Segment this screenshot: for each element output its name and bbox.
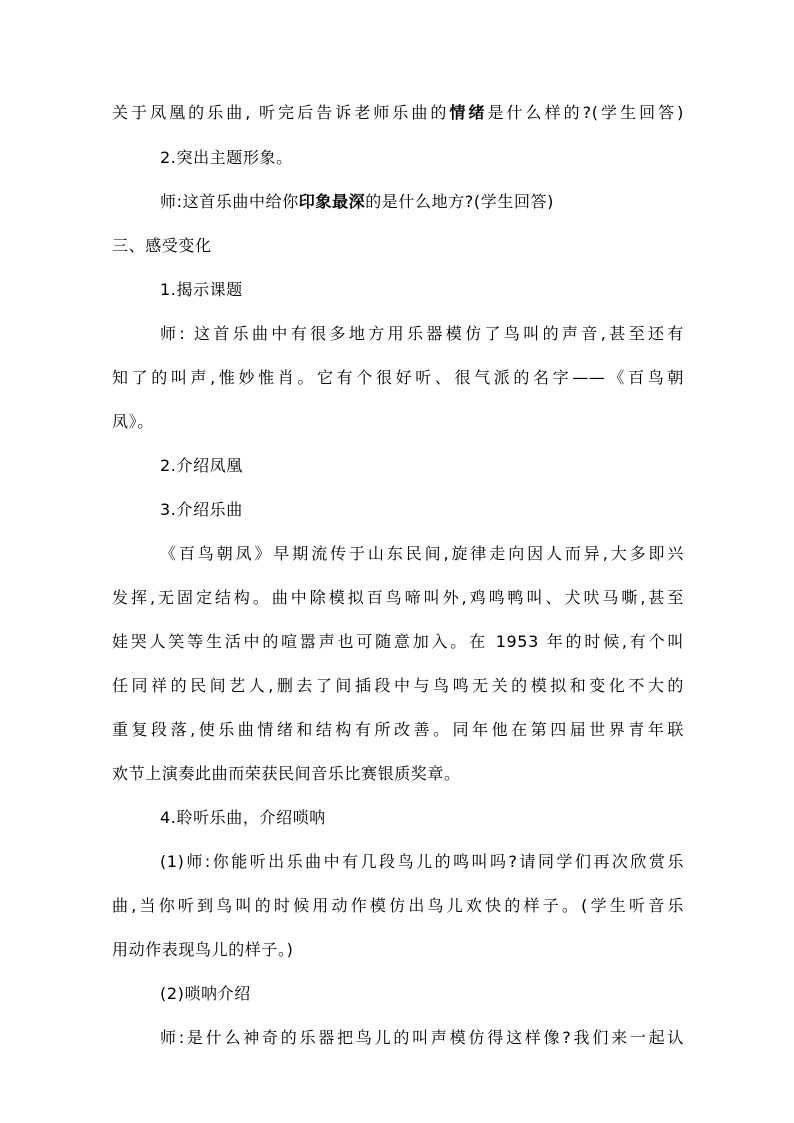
subheading: 3.介绍乐曲 <box>160 500 243 519</box>
subheading: 2.介绍凤凰 <box>160 456 243 475</box>
paragraph-line: 师: 这首乐曲中有很多地方用乐器模仿了鸟叫的声音,甚至还有 <box>160 324 684 343</box>
paragraph-line: 发挥,无固定结构。曲中除模拟百鸟啼叫外,鸡鸣鸭叫、犬吠马嘶,甚至 <box>112 588 684 607</box>
paragraph-line: 知了的叫声,惟妙惟肖。它有个很好听、很气派的名字——《百鸟朝 <box>112 368 684 387</box>
subheading: (2)唢呐介绍 <box>160 984 251 1003</box>
paragraph-line: 关于凤凰的乐曲, 听完后告诉老师乐曲的情绪是什么样的?(学生回答) <box>112 103 685 122</box>
subheading: 1.揭示课题 <box>160 280 243 299</box>
paragraph-line: 用动作表现鸟儿的样子。) <box>112 940 294 959</box>
paragraph-line: (1)师:你能听出乐曲中有几段鸟儿的鸣叫吗?请同学们再次欣赏乐 <box>160 852 684 871</box>
bold-text: 情绪 <box>449 103 488 122</box>
bold-text: 印象最深 <box>298 192 366 211</box>
paragraph-line: 娃哭人笑等生活中的喧嚣声也可随意加入。在 1953 年的时候,有个叫 <box>112 632 684 651</box>
paragraph-line: 曲,当你听到鸟叫的时候用动作模仿出鸟儿欢快的样子。(学生听音乐 <box>112 896 684 915</box>
paragraph-line: 欢节上演奏此曲而荣获民间音乐比赛银质奖章。 <box>112 764 461 783</box>
paragraph-line: 师:是什么神奇的乐器把鸟儿的叫声模仿得这样像?我们来一起认 <box>160 1028 684 1047</box>
subheading: 4.聆听乐曲，介绍唢呐 <box>160 808 326 827</box>
subheading: 2.突出主题形象。 <box>160 148 293 167</box>
paragraph-line: 任同祥的民间艺人,删去了间插段中与鸟鸣无关的模拟和变化不大的 <box>112 676 684 695</box>
paragraph-line: 《百鸟朝凤》早期流传于山东民间,旋律走向因人而异,大多即兴 <box>160 544 684 563</box>
paragraph-line: 重复段落,使乐曲情绪和结构有所改善。同年他在第四届世界青年联 <box>112 720 684 739</box>
paragraph-line: 凤》。 <box>112 412 154 431</box>
section-heading: 三、感受变化 <box>112 236 212 255</box>
paragraph-line: 师:这首乐曲中给你印象最深的是什么地方?(学生回答) <box>160 192 554 211</box>
